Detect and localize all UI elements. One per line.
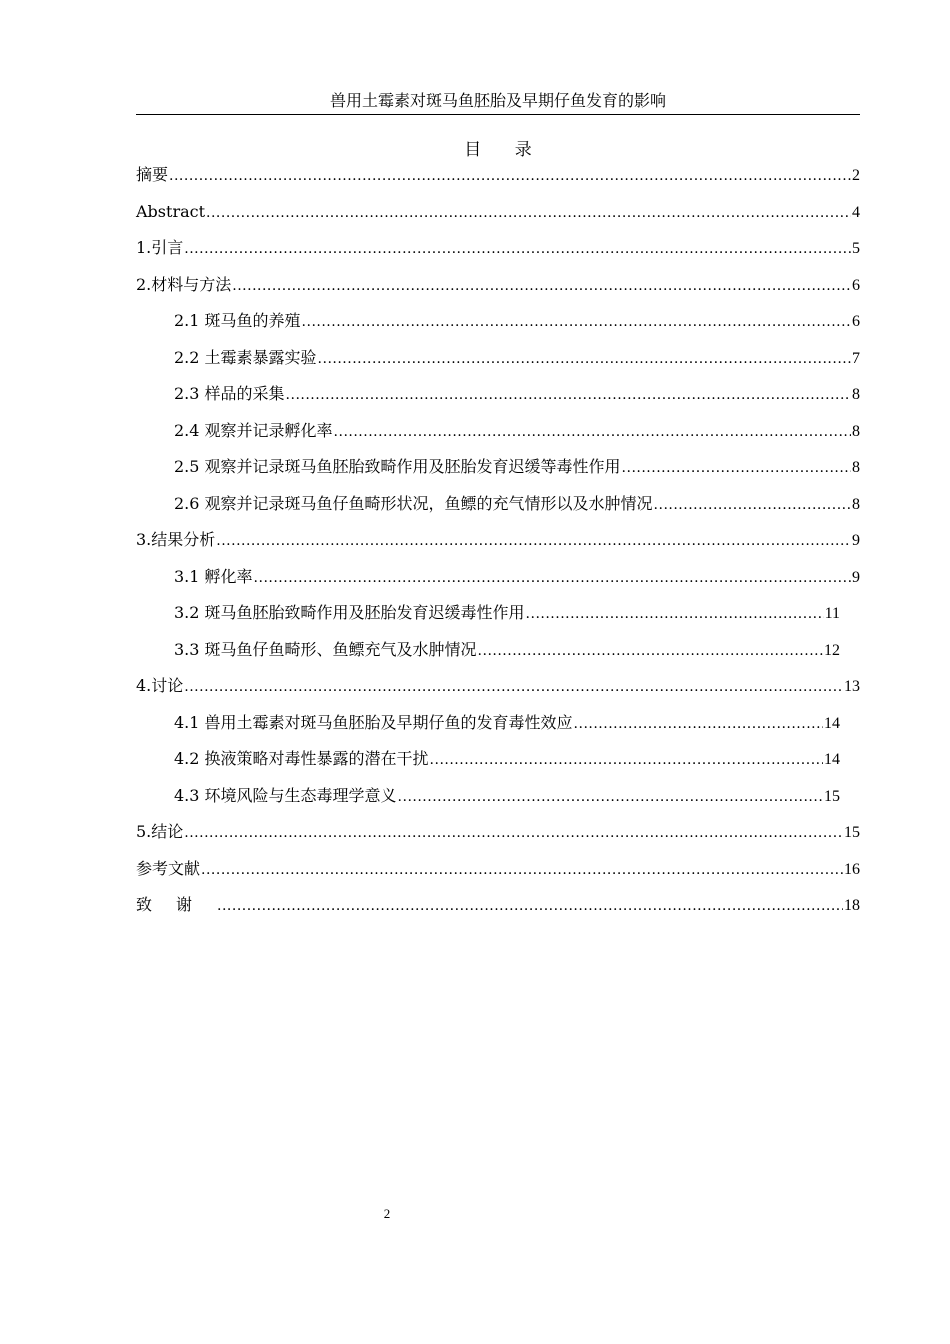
toc-entry-2-4[interactable] [136, 418, 860, 455]
toc-leader-dots [232, 273, 851, 299]
toc-entry-label: 摘要 [136, 165, 169, 184]
toc-entry-page: 6 [852, 313, 860, 330]
toc-entry-page: 8 [852, 422, 860, 440]
toc-entry-label: 3.结果分析 [136, 530, 216, 549]
toc-entry-2-6[interactable] [136, 491, 860, 528]
toc-leader-dots [398, 784, 823, 810]
toc-leader-dots [184, 236, 851, 262]
toc-entry-label: 参考文献 [136, 858, 201, 878]
toc-entry-page: 6 [852, 276, 860, 294]
toc-entry-label: 5.结论 [136, 822, 184, 841]
toc-leader-dots [184, 820, 843, 846]
toc-entry-label: Abstract [136, 201, 206, 221]
table-of-contents [136, 162, 860, 929]
running-header [136, 88, 860, 115]
toc-entry-page: 8 [852, 386, 860, 403]
toc-leader-dots [206, 200, 851, 226]
toc-entry-label: 3.2 斑马鱼胚胎致畸作用及胚胎发育迟缓毒性作用 [174, 603, 525, 622]
toc-entry-label: 4.2 换液策略对毒性暴露的潜在干扰 [174, 749, 429, 768]
toc-entry-label: 4.讨论 [136, 676, 184, 695]
toc-leader-dots [201, 857, 843, 883]
toc-entry-label: 4.1 兽用土霉素对斑马鱼胚胎及早期仔鱼的发育毒性效应 [174, 712, 573, 732]
toc-entry-page: 16 [844, 860, 860, 878]
toc-entry-abstract-en[interactable] [136, 199, 860, 236]
toc-entry-page: 14 [824, 714, 840, 732]
toc-leader-dots [622, 455, 851, 481]
toc-leader-dots [302, 309, 851, 335]
toc-leader-dots [318, 346, 851, 372]
toc-entry-page: 5 [852, 240, 860, 257]
toc-entry-page: 8 [852, 495, 860, 513]
toc-entry-label: 致谢 [136, 895, 217, 914]
toc-entry-label: 2.3 样品的采集 [174, 384, 285, 403]
running-header-title: 兽用土霉素对斑马鱼胚胎及早期仔鱼发育的影响 [329, 91, 666, 110]
toc-entry-page: 8 [852, 459, 860, 476]
toc-entry-acknowledgements[interactable] [136, 892, 860, 929]
toc-leader-dots [430, 747, 823, 773]
toc-leader-dots [254, 565, 851, 591]
toc-entry-discussion[interactable] [136, 673, 860, 710]
toc-entry-page: 15 [844, 824, 860, 841]
toc-entry-2-5[interactable] [136, 454, 860, 491]
toc-entry-label: 2.6 观察并记录斑马鱼仔鱼畸形状况，鱼鳔的充气情形以及水肿情况 [174, 493, 653, 513]
toc-entry-page: 15 [824, 787, 840, 805]
toc-entry-page: 12 [824, 641, 840, 659]
toc-leader-dots [654, 492, 851, 518]
toc-entry-page: 13 [844, 678, 860, 695]
toc-entry-label: 2.2 土霉素暴露实验 [174, 347, 317, 367]
toc-leader-dots [478, 638, 823, 664]
toc-entry-conclusion[interactable] [136, 819, 860, 856]
toc-leader-dots [216, 528, 851, 554]
toc-entry-results[interactable] [136, 527, 860, 564]
toc-title: 目 录 [464, 140, 546, 160]
toc-leader-dots [574, 711, 823, 737]
toc-leader-dots [217, 893, 843, 919]
toc-entry-4-2[interactable] [136, 746, 840, 783]
toc-leader-dots [286, 382, 851, 408]
toc-leader-dots [184, 674, 843, 700]
toc-entry-abstract-cn[interactable] [136, 162, 860, 199]
toc-entry-label: 2.4 观察并记录孵化率 [174, 420, 333, 440]
toc-entry-label: 3.3 斑马鱼仔鱼畸形、鱼鳔充气及水肿情况 [174, 639, 477, 659]
toc-entry-methods[interactable] [136, 272, 860, 309]
toc-entry-3-3[interactable] [136, 637, 840, 674]
toc-leader-dots [169, 163, 851, 189]
toc-entry-page: 7 [852, 349, 860, 367]
toc-entry-label: 1.引言 [136, 238, 184, 257]
toc-entry-page: 9 [852, 568, 860, 586]
toc-entry-3-2[interactable] [136, 600, 840, 637]
page-number: 2 [383, 1206, 391, 1221]
toc-entry-3-1[interactable] [136, 564, 860, 601]
toc-entry-2-3[interactable] [136, 381, 860, 418]
toc-entry-label: 2.5 观察并记录斑马鱼胚胎致畸作用及胚胎发育迟缓等毒性作用 [174, 457, 621, 476]
toc-entry-page: 18 [844, 897, 860, 914]
toc-entry-4-1[interactable] [136, 710, 840, 747]
toc-entry-label: 2.材料与方法 [136, 274, 232, 294]
toc-entry-page: 11 [824, 605, 840, 622]
toc-entry-page: 2 [852, 167, 860, 184]
toc-entry-4-3[interactable] [136, 783, 840, 820]
toc-entry-introduction[interactable] [136, 235, 860, 272]
toc-entry-page: 14 [824, 751, 840, 768]
toc-leader-dots [526, 601, 824, 627]
toc-entry-2-1[interactable] [136, 308, 860, 345]
toc-entry-page: 9 [852, 532, 860, 549]
toc-entry-label: 4.3 环境风险与生态毒理学意义 [174, 785, 397, 805]
toc-entry-2-2[interactable] [136, 345, 860, 382]
toc-entry-page: 4 [852, 203, 860, 221]
toc-entry-label: 2.1 斑马鱼的养殖 [174, 311, 301, 330]
toc-entry-references[interactable] [136, 856, 860, 893]
toc-entry-label: 3.1 孵化率 [174, 566, 253, 586]
toc-leader-dots [334, 419, 851, 445]
